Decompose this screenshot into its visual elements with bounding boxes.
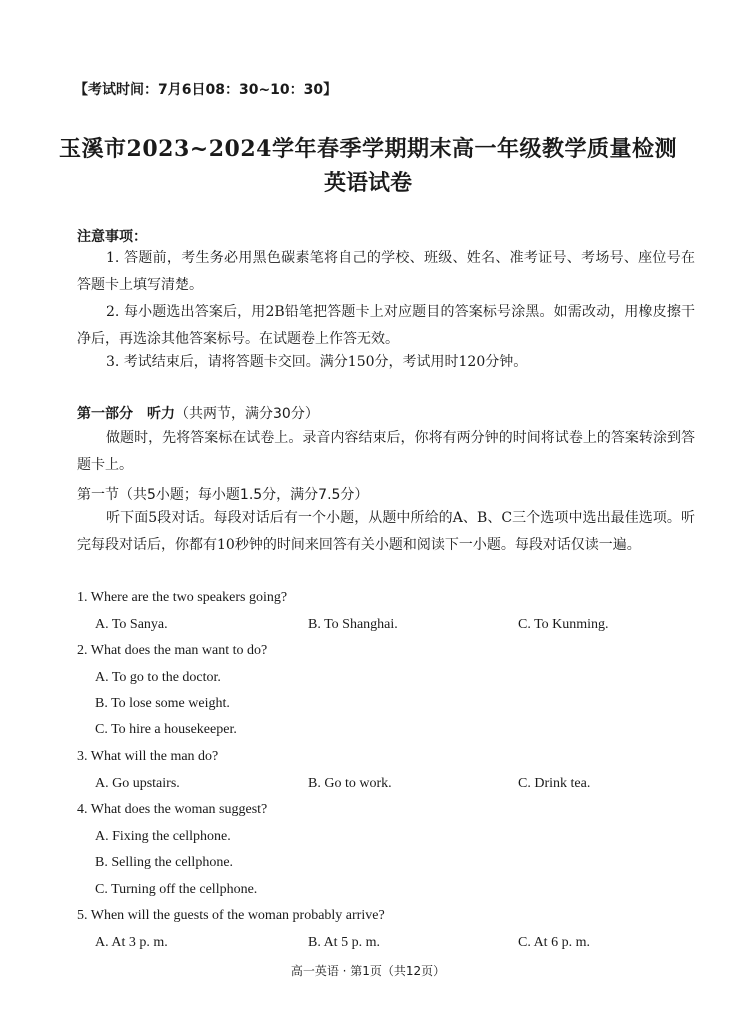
section1-instruction: 听下面5段对话。每段对话后有一个小题，从题中所给的A、B、C三个选项中选出最佳选项。听完每段对话后，你都有10秒钟的时间来回答有关小题和阅读下一小题。每段对话仅读一遍。 xyxy=(77,510,695,553)
question-4-option-c: C. Turning off the cellphone. xyxy=(95,882,258,897)
notice-item-2: 2. 每小题选出答案后，用2B铅笔把答题卡上对应题目的答案标号涂黑。如需改动，用橡皮擦干净后，再选涂其他答案标号。在试题卷上作答无效。 xyxy=(77,304,695,347)
exam-subtitle: 英语试卷 xyxy=(323,170,412,196)
question-4-option-b: B. Selling the cellphone. xyxy=(95,855,234,870)
question-5-option-a: A. At 3 p. m. xyxy=(95,935,168,950)
exam-title: 玉溪市2023~2024学年春季学期期末高一年级教学质量检测 xyxy=(59,136,677,162)
question-4-stem: 4. What does the woman suggest? xyxy=(77,802,268,817)
question-2-option-a: A. To go to the doctor. xyxy=(95,670,221,685)
question-3-stem: 3. What will the man do? xyxy=(77,749,219,764)
question-2-stem: 2. What does the man want to do? xyxy=(77,643,268,658)
section1-heading: 第一节（共5小题；每小题1.5分，满分7.5分） xyxy=(77,487,369,503)
page-footer: 高一英语 · 第1页（共12页） xyxy=(290,964,446,978)
question-1-option-a: A. To Sanya. xyxy=(95,617,168,632)
notice-item-3: 3. 考试结束后，请将答题卡交回。满分150分，考试用时120分钟。 xyxy=(106,354,528,370)
question-5-option-c: C. At 6 p. m. xyxy=(518,935,590,950)
question-2-option-c: C. To hire a housekeeper. xyxy=(95,722,237,737)
question-4-option-a: A. Fixing the cellphone. xyxy=(95,829,231,844)
question-3-option-c: C. Drink tea. xyxy=(518,776,591,791)
question-1-option-b: B. To Shanghai. xyxy=(308,617,398,632)
question-1-option-c: C. To Kunming. xyxy=(518,617,609,632)
question-2-option-b: B. To lose some weight. xyxy=(95,696,230,711)
notice-heading: 注意事项： xyxy=(77,229,147,245)
notice-item-1: 1. 答题前，考生务必用黑色碳素笔将自己的学校、班级、姓名、准考证号、考场号、座位号在答题卡上填写清楚。 xyxy=(77,250,695,293)
question-1-stem: 1. Where are the two speakers going? xyxy=(77,590,288,605)
question-3-option-a: A. Go upstairs. xyxy=(95,776,180,791)
part1-instruction: 做题时，先将答案标在试卷上。录音内容结束后，你将有两分钟的时间将试卷上的答案转涂到答题卡上。 xyxy=(77,430,695,473)
part1-heading: 第一部分 听力（共两节，满分30分） xyxy=(77,406,319,422)
question-5-stem: 5. When will the guests of the woman probably arrive? xyxy=(77,908,385,923)
question-3-option-b: B. Go to work. xyxy=(308,776,392,791)
question-5-option-b: B. At 5 p. m. xyxy=(308,935,380,950)
exam-time: 【考试时间：7月6日08：30~10：30】 xyxy=(74,82,338,98)
